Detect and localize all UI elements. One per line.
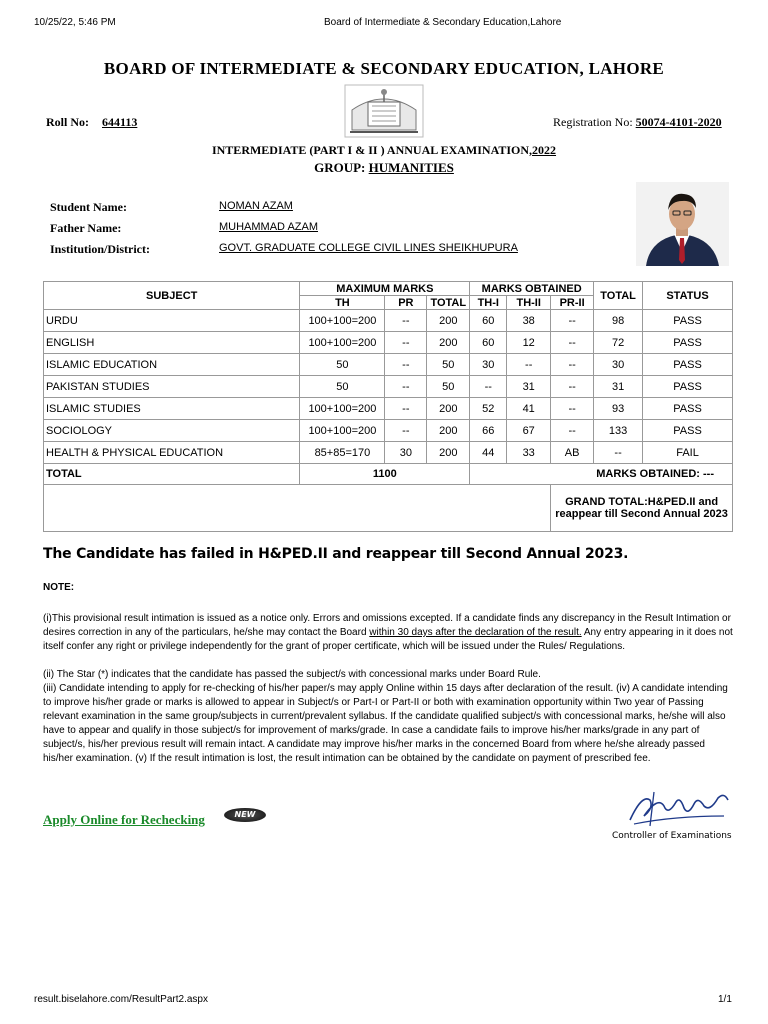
cell-total: 200	[427, 398, 470, 420]
cell-th: 50	[300, 354, 385, 376]
cell-subject: URDU	[44, 310, 300, 332]
cell-total: 50	[427, 376, 470, 398]
institution-label: Institution/District:	[50, 242, 150, 256]
results-table	[43, 281, 733, 532]
cell-pr2: --	[551, 310, 594, 332]
cell-th2: --	[507, 354, 551, 376]
cell-th1: 60	[470, 332, 507, 354]
institution: GOVT. GRADUATE COLLEGE CIVIL LINES SHEIKHUPURA	[219, 242, 518, 254]
table-row	[44, 398, 733, 420]
note-paragraph-1	[43, 612, 735, 654]
header-pr2: PR-II	[551, 296, 594, 310]
cell-th: 100+100=200	[300, 420, 385, 442]
note-p1-link: within 30 days after the declaration of the result.	[369, 627, 582, 638]
cell-pr2: --	[551, 420, 594, 442]
cell-subject: ISLAMIC EDUCATION	[44, 354, 300, 376]
cell-status: PASS	[643, 310, 733, 332]
cell-obt-total: 31	[594, 376, 643, 398]
result-message: The Candidate has failed in H&PED.II and reappear till Second Annual 2023.	[43, 546, 629, 562]
group-label: GROUP:	[314, 160, 366, 175]
signature	[624, 786, 734, 832]
cell-pr: --	[385, 398, 427, 420]
cell-status: FAIL	[643, 442, 733, 464]
cell-obt-total: 133	[594, 420, 643, 442]
cell-subject: PAKISTAN STUDIES	[44, 376, 300, 398]
total-max: 1100	[300, 464, 470, 485]
header-subject: SUBJECT	[44, 282, 300, 310]
cell-obt-total: 30	[594, 354, 643, 376]
cell-pr: --	[385, 376, 427, 398]
note-title: NOTE:	[43, 582, 75, 593]
cell-status: PASS	[643, 332, 733, 354]
cell-pr: --	[385, 332, 427, 354]
header-max-marks: MAXIMUM MARKS	[300, 282, 470, 296]
cell-th1: 44	[470, 442, 507, 464]
footer-url: result.biselahore.com/ResultPart2.aspx	[34, 994, 208, 1005]
group-value: HUMANITIES	[368, 160, 454, 175]
father-name: MUHAMMAD AZAM	[219, 221, 318, 233]
cell-subject: HEALTH & PHYSICAL EDUCATION	[44, 442, 300, 464]
header-total: TOTAL	[594, 282, 643, 310]
note-paragraph-2: (ii) The Star (*) indicates that the candidate has passed the subject/s with concessional marks under Board Rule.	[43, 669, 541, 680]
cell-th1: 52	[470, 398, 507, 420]
registration-number: 50074-4101-2020	[635, 115, 722, 129]
cell-th1: 66	[470, 420, 507, 442]
cell-status: PASS	[643, 398, 733, 420]
registration-label: Registration No:	[553, 115, 633, 129]
exam-title: INTERMEDIATE (PART I & II ) ANNUAL EXAMINATION,	[211, 143, 533, 157]
table-row	[44, 420, 733, 442]
cell-pr: 30	[385, 442, 427, 464]
note-p1-b: Any entry appearing in it does not itself confer any right or privilege independently for the grant of proper certificate, which will be issued under the Rules/ Regulations.	[43, 627, 733, 652]
cell-status: PASS	[643, 354, 733, 376]
cell-th2: 31	[507, 376, 551, 398]
cell-status: PASS	[643, 420, 733, 442]
cell-total: 200	[427, 420, 470, 442]
header-marks-obtained: MARKS OBTAINED	[470, 282, 594, 296]
cell-pr2: --	[551, 376, 594, 398]
roll-label: Roll No:	[46, 115, 89, 129]
cell-th: 100+100=200	[300, 310, 385, 332]
exam-year: 2022	[532, 143, 557, 157]
total-label: TOTAL	[44, 464, 300, 485]
marks-obtained-summary: MARKS OBTAINED: ---	[470, 464, 733, 485]
grand-total: GRAND TOTAL:H&PED.II and reappear till Second Annual 2023	[551, 485, 733, 532]
cell-pr: --	[385, 310, 427, 332]
footer-page: 1/1	[718, 994, 732, 1005]
apply-online-link[interactable]: Apply Online for Rechecking	[43, 812, 205, 827]
roll-number: 644113	[102, 115, 138, 129]
print-page-title: Board of Intermediate & Secondary Education,Lahore	[324, 17, 562, 28]
cell-total: 200	[427, 442, 470, 464]
header-th1: TH-I	[470, 296, 507, 310]
new-badge-icon: NEW	[224, 808, 266, 822]
cell-th1: 60	[470, 310, 507, 332]
note-paragraph-3: (iii) Candidate intending to apply for re-checking of his/her paper/s may apply Online within 15 days after declaration of the result. (iv) A candidate intending to improve his/her grade or marks is allowed to appear in Subject/s or Part-I or Part-II or both with examination opportunity within Two year of Passing relevant examination in the same group/subjects in current/prevalent syllabus. If the candidate qualified subject/s with concessional marks, he/she will also have to appear and qualify in those subject/s for improvement of marks/grade. In case a candidate fails to improve his/her marks/grade in any part of subject/s, his/her previous result will remain intact. A candidate may improve his/her marks in the concerned Board from where he/she already passed his/her examination. (v) If the result intimation is lost, the result intimation can be obtained by the candidate on payment of prescribed fee.	[43, 683, 728, 764]
cell-pr: --	[385, 420, 427, 442]
note-p1-a: (i)This provisional result intimation is issued as a notice only. Errors and omissions excepted. If a candidate finds any discrepancy in the Result Intimation or desires correction in any of the particulars, he/she may contact the Board	[43, 613, 731, 638]
table-row	[44, 376, 733, 398]
cell-pr2: --	[551, 332, 594, 354]
student-photo	[636, 182, 729, 266]
student-name-label: Student Name:	[50, 200, 127, 214]
cell-obt-total: 72	[594, 332, 643, 354]
cell-subject: ISLAMIC STUDIES	[44, 398, 300, 420]
cell-subject: SOCIOLOGY	[44, 420, 300, 442]
header-th: TH	[300, 296, 385, 310]
cell-total: 200	[427, 332, 470, 354]
header-th2: TH-II	[507, 296, 551, 310]
board-logo	[344, 84, 424, 138]
cell-pr2: --	[551, 354, 594, 376]
table-row	[44, 354, 733, 376]
cell-th2: 33	[507, 442, 551, 464]
cell-total: 50	[427, 354, 470, 376]
cell-th2: 67	[507, 420, 551, 442]
header-status: STATUS	[643, 282, 733, 310]
cell-pr2: AB	[551, 442, 594, 464]
cell-th: 100+100=200	[300, 332, 385, 354]
cell-obt-total: --	[594, 442, 643, 464]
cell-th: 100+100=200	[300, 398, 385, 420]
table-row	[44, 332, 733, 354]
controller-label: Controller of Examinations	[612, 831, 732, 841]
print-datetime: 10/25/22, 5:46 PM	[34, 17, 116, 28]
cell-th: 50	[300, 376, 385, 398]
father-name-label: Father Name:	[50, 221, 122, 235]
cell-th2: 38	[507, 310, 551, 332]
cell-subject: ENGLISH	[44, 332, 300, 354]
grand-total-spacer	[44, 485, 551, 532]
cell-pr2: --	[551, 398, 594, 420]
cell-obt-total: 93	[594, 398, 643, 420]
cell-pr: --	[385, 354, 427, 376]
header-pr: PR	[385, 296, 427, 310]
cell-obt-total: 98	[594, 310, 643, 332]
board-title: BOARD OF INTERMEDIATE & SECONDARY EDUCATION, LAHORE	[103, 59, 665, 78]
cell-status: PASS	[643, 376, 733, 398]
table-row	[44, 442, 733, 464]
cell-total: 200	[427, 310, 470, 332]
cell-th2: 41	[507, 398, 551, 420]
header-max-total: TOTAL	[427, 296, 470, 310]
cell-th1: --	[470, 376, 507, 398]
cell-th2: 12	[507, 332, 551, 354]
student-name: NOMAN AZAM	[219, 200, 293, 212]
table-row	[44, 310, 733, 332]
cell-th: 85+85=170	[300, 442, 385, 464]
cell-th1: 30	[470, 354, 507, 376]
